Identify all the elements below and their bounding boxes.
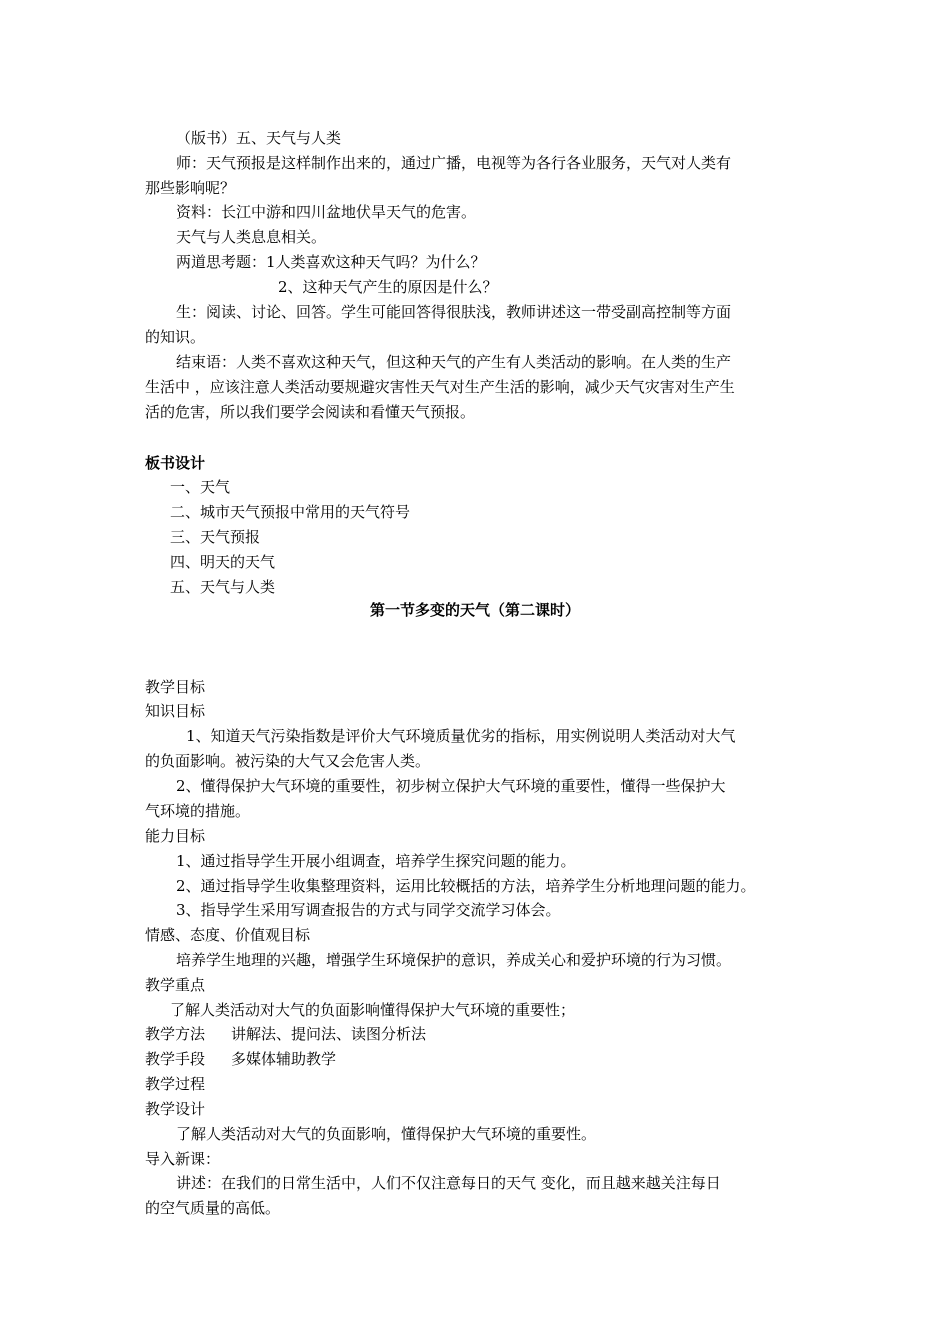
teacher-speech-cont: 那些影响呢？ — [145, 179, 236, 197]
section-heading-process: 教学过程 — [145, 1075, 206, 1093]
board-design-heading: 板书设计 — [145, 454, 206, 472]
knowledge-item-2: 2、懂得保护大气环境的重要性，初步树立保护大气环境的重要性，懂得一些保护大 — [176, 777, 726, 795]
question-line-2: 2、这种天气产生的原因是什么？ — [278, 278, 498, 296]
conclusion-line: 结束语：人类不喜欢这种天气，但这种天气的产生有人类活动的影响。在人类的生产 — [176, 353, 732, 371]
student-line-cont: 的知识。 — [145, 328, 206, 346]
material-line: 资料：长江中游和四川盆地伏旱天气的危害。 — [176, 203, 477, 221]
section-heading-emotion: 情感、态度、价值观目标 — [145, 926, 311, 944]
key-text: 了解人类活动对大气的负面影响懂得保护大气环境的重要性； — [170, 1001, 576, 1019]
student-line: 生：阅读、讨论、回答。学生可能回答得很肤浅，教师讲述这一带受副高控制等方面 — [176, 303, 732, 321]
design-text: 了解人类活动对大气的负面影响，懂得保护大气环境的重要性。 — [176, 1125, 597, 1143]
section-heading-knowledge: 知识目标 — [145, 702, 206, 720]
ability-item-3: 3、指导学生采用写调查报告的方式与同学交流学习体会。 — [176, 901, 561, 919]
means-row — [145, 1047, 336, 1071]
method-label: 教学方法 — [145, 1025, 206, 1043]
statement-line: 天气与人类息息相关。 — [176, 228, 327, 246]
intro-text-cont: 的空气质量的高低。 — [145, 1199, 281, 1217]
question-line-1: 两道思考题：1人类喜欢这种天气吗？为什么？ — [176, 253, 486, 271]
board-item: 四、明天的天气 — [170, 553, 276, 571]
emotion-item: 培养学生地理的兴趣，增强学生环境保护的意识，养成关心和爱护环境的行为习惯。 — [176, 951, 732, 969]
section-heading-key: 教学重点 — [145, 976, 206, 994]
board-item: 三、天气预报 — [170, 528, 261, 546]
method-text: 讲解法、提问法、读图分析法 — [231, 1025, 427, 1043]
knowledge-item-1-cont: 的负面影响。被污染的大气又会危害人类。 — [145, 752, 431, 770]
conclusion-line-cont-1: 生活中 ，应该注意人类活动要规避灾害性天气对生产生活的影响，减少天气灾害对生产生 — [145, 378, 735, 396]
section-heading-goals: 教学目标 — [145, 678, 206, 696]
board-item: 二、城市天气预报中常用的天气符号 — [170, 503, 411, 521]
ability-item-1: 1、通过指导学生开展小组调查，培养学生探究问题的能力。 — [176, 852, 576, 870]
section-heading-intro: 导入新课： — [145, 1150, 221, 1168]
intro-text: 讲述：在我们的日常生活中，人们不仅注意每日的天气 变化，而且越来越关注每日 — [176, 1174, 721, 1192]
teacher-speech-line: 师：天气预报是这样制作出来的，通过广播，电视等为各行各业服务，天气对人类有 — [176, 154, 732, 172]
board-item: 一、天气 — [170, 478, 231, 496]
means-text: 多媒体辅助教学 — [231, 1050, 337, 1068]
ability-item-2: 2、通过指导学生收集整理资料，运用比较概括的方法，培养学生分析地理问题的能力。 — [176, 877, 756, 895]
section-heading-design: 教学设计 — [145, 1100, 206, 1118]
lesson-title: 第一节多变的天气（第二课时） — [369, 601, 580, 619]
board-note-line: （版书）五、天气与人类 — [176, 129, 342, 147]
knowledge-item-2-cont: 气环境的措施。 — [145, 802, 251, 820]
knowledge-item-1: 1、知道天气污染指数是评价大气环境质量优劣的指标，用实例说明人类活动对大气 — [186, 727, 736, 745]
means-label: 教学手段 — [145, 1050, 206, 1068]
conclusion-line-cont-2: 活的危害，所以我们要学会阅读和看懂天气预报。 — [145, 403, 476, 421]
board-item: 五、天气与人类 — [170, 578, 276, 596]
section-heading-ability: 能力目标 — [145, 827, 206, 845]
method-row — [145, 1022, 426, 1046]
